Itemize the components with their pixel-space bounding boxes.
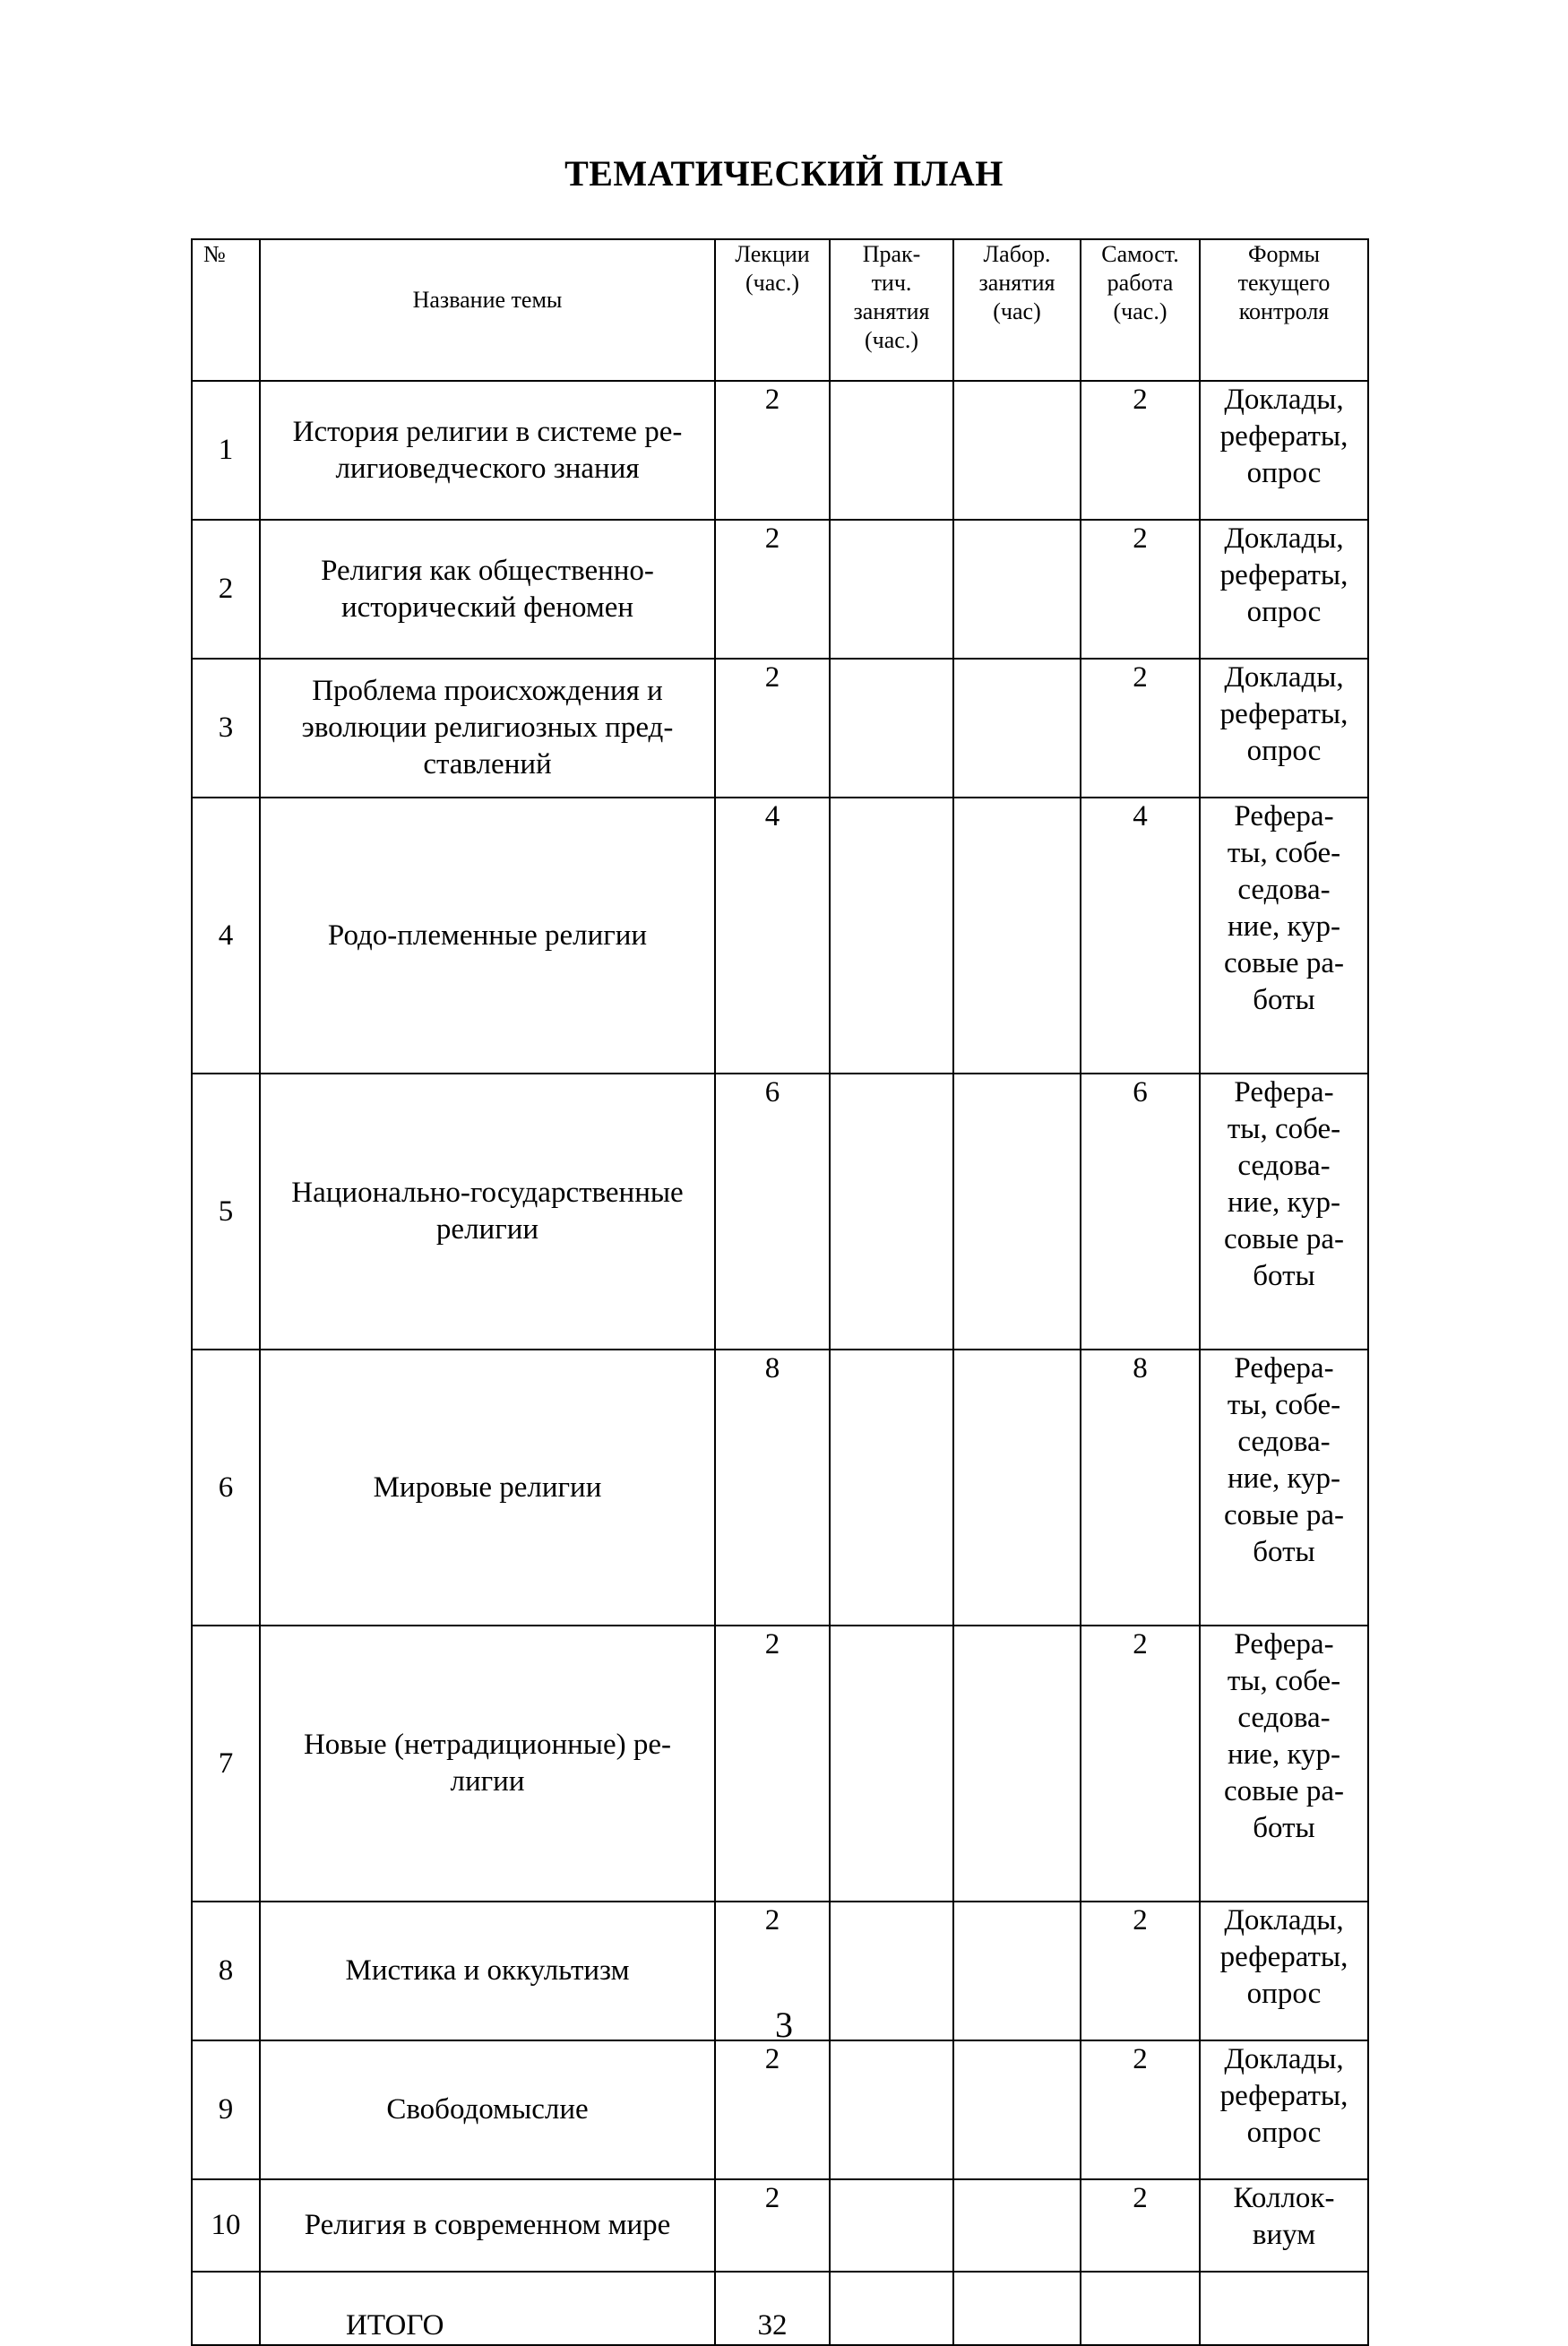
topic-cell	[260, 2179, 715, 2272]
control-cell	[1200, 1626, 1368, 1902]
topic-cell	[260, 1626, 715, 1902]
practical-cell	[830, 2179, 953, 2272]
table-row	[192, 798, 1368, 1074]
header-line: №	[203, 241, 226, 267]
table-row	[192, 1350, 1368, 1626]
lectures-cell: 2	[715, 381, 830, 520]
header-line: работа	[1107, 270, 1174, 296]
row-number: 8	[192, 1902, 260, 2040]
total-label-cell: ИТОГО	[260, 2272, 715, 2345]
control-line: Рефера-	[1234, 1076, 1334, 1108]
lectures-cell: 4	[715, 798, 830, 1074]
topic-line: История религии в системе ре-	[292, 415, 683, 448]
control-line: Доклады,	[1224, 384, 1344, 416]
lab-cell	[953, 381, 1081, 520]
self-study-cell: 4	[1081, 798, 1200, 1074]
control-line: ты, собе-	[1227, 1113, 1341, 1145]
practical-cell	[830, 1350, 953, 1626]
row-number: 5	[192, 1074, 260, 1350]
row-number: 2	[192, 520, 260, 659]
topic-line: Свободомыслие	[386, 2093, 589, 2126]
control-line: Рефера-	[1234, 1352, 1334, 1384]
total-empty-cell	[1200, 2272, 1368, 2345]
row-number: 10	[192, 2179, 260, 2272]
topic-line: Проблема происхождения и	[312, 675, 663, 707]
total-empty-cell	[830, 2272, 953, 2345]
row-number: 1	[192, 381, 260, 520]
table-row	[192, 1626, 1368, 1902]
topic-line: лигии	[450, 1765, 525, 1798]
table-row	[192, 2040, 1368, 2179]
control-line: Доклады,	[1224, 661, 1344, 694]
topic-line: Религия как общественно-	[321, 554, 654, 587]
topic-line: ставлений	[423, 748, 552, 781]
control-cell	[1200, 381, 1368, 520]
table-row	[192, 2179, 1368, 2272]
lectures-cell: 2	[715, 2179, 830, 2272]
control-line: седова-	[1237, 1150, 1331, 1182]
header-line: Прак-	[862, 241, 921, 267]
topic-cell	[260, 659, 715, 798]
control-line: ние, кур-	[1227, 1462, 1341, 1495]
total-empty-cell	[1081, 2272, 1200, 2345]
self-study-cell: 6	[1081, 1074, 1200, 1350]
table-row	[192, 381, 1368, 520]
topic-cell	[260, 1350, 715, 1626]
header-self-study	[1081, 239, 1200, 381]
control-line: опрос	[1246, 735, 1322, 767]
header-line: (час.)	[1113, 298, 1167, 324]
header-line: Лабор.	[983, 241, 1051, 267]
control-line: совые ра-	[1224, 1223, 1344, 1255]
lab-cell	[953, 2179, 1081, 2272]
control-line: ты, собе-	[1227, 837, 1341, 869]
control-line: ты, собе-	[1227, 1665, 1341, 1697]
control-cell	[1200, 659, 1368, 798]
topic-cell	[260, 798, 715, 1074]
lectures-cell: 2	[715, 659, 830, 798]
lab-cell	[953, 520, 1081, 659]
control-line: седова-	[1237, 874, 1331, 906]
header-number	[192, 239, 260, 381]
topic-line: Новые (нетрадиционные) ре-	[303, 1729, 672, 1761]
control-line: Коллок-	[1233, 2182, 1335, 2214]
table-row	[192, 659, 1368, 798]
control-line: ние, кур-	[1227, 1738, 1341, 1771]
control-line: Доклады,	[1224, 1904, 1344, 1936]
header-line: занятия	[853, 298, 930, 324]
control-line: опрос	[1246, 1978, 1322, 2010]
control-line: Доклады,	[1224, 2043, 1344, 2075]
total-row	[192, 2272, 1368, 2345]
row-number: 6	[192, 1350, 260, 1626]
lab-cell	[953, 1350, 1081, 1626]
table-row	[192, 1074, 1368, 1350]
header-line: Самост.	[1101, 241, 1179, 267]
control-line: рефераты,	[1219, 559, 1348, 591]
control-line: седова-	[1237, 1702, 1331, 1734]
control-line: боты	[1253, 1536, 1315, 1568]
self-study-cell: 2	[1081, 2040, 1200, 2179]
control-line: Доклады,	[1224, 522, 1344, 555]
header-topic	[260, 239, 715, 381]
header-line: (час.)	[865, 327, 918, 353]
topic-line: Национально-государственные	[291, 1177, 684, 1209]
control-cell	[1200, 1350, 1368, 1626]
header-line: тич.	[871, 270, 912, 296]
practical-cell	[830, 659, 953, 798]
control-line: Рефера-	[1234, 1628, 1334, 1660]
control-line: ние, кур-	[1227, 910, 1341, 943]
control-line: Рефера-	[1234, 800, 1334, 832]
header-practical	[830, 239, 953, 381]
practical-cell	[830, 520, 953, 659]
row-number: 4	[192, 798, 260, 1074]
lectures-cell: 2	[715, 1902, 830, 2040]
topic-cell	[260, 2040, 715, 2179]
header-line: Название темы	[412, 287, 563, 313]
topic-cell	[260, 1074, 715, 1350]
control-line: опрос	[1246, 457, 1322, 489]
header-line: (час.)	[745, 270, 799, 296]
row-number: 3	[192, 659, 260, 798]
control-cell	[1200, 1074, 1368, 1350]
control-line: рефераты,	[1219, 698, 1348, 730]
topic-line: религии	[435, 1213, 539, 1246]
lab-cell	[953, 2040, 1081, 2179]
total-empty-cell	[953, 2272, 1081, 2345]
total-lectures-cell: 32	[715, 2272, 830, 2345]
control-line: рефераты,	[1219, 2080, 1348, 2112]
control-line: опрос	[1246, 596, 1322, 628]
topic-cell	[260, 520, 715, 659]
practical-cell	[830, 381, 953, 520]
control-cell	[1200, 2179, 1368, 2272]
practical-cell	[830, 2040, 953, 2179]
topic-cell	[260, 381, 715, 520]
control-line: опрос	[1246, 2117, 1322, 2149]
self-study-cell: 2	[1081, 1902, 1200, 2040]
practical-cell	[830, 798, 953, 1074]
header-line: Лекции	[735, 241, 810, 267]
row-number: 9	[192, 2040, 260, 2179]
control-line: рефераты,	[1219, 420, 1348, 453]
total-empty-cell	[192, 2272, 260, 2345]
practical-cell	[830, 1626, 953, 1902]
control-line: виум	[1252, 2219, 1316, 2251]
control-cell	[1200, 520, 1368, 659]
control-line: ние, кур-	[1227, 1186, 1341, 1219]
lab-cell	[953, 1074, 1081, 1350]
header-line: (час)	[993, 298, 1041, 324]
header-line: контроля	[1238, 298, 1330, 324]
topic-line: Религия в современном мире	[304, 2209, 671, 2241]
topic-line: лигиоведческого знания	[335, 452, 640, 485]
table-header-row	[192, 239, 1368, 381]
lab-cell	[953, 1626, 1081, 1902]
row-number: 7	[192, 1626, 260, 1902]
practical-cell	[830, 1074, 953, 1350]
self-study-cell: 8	[1081, 1350, 1200, 1626]
control-line: рефераты,	[1219, 1941, 1348, 1973]
self-study-cell: 2	[1081, 659, 1200, 798]
control-line: совые ра-	[1224, 1775, 1344, 1807]
control-line: боты	[1253, 1812, 1315, 1844]
header-control-forms	[1200, 239, 1368, 381]
self-study-cell: 2	[1081, 381, 1200, 520]
lectures-cell: 2	[715, 2040, 830, 2179]
header-line: Формы	[1247, 241, 1321, 267]
page-number: 3	[775, 2005, 793, 2045]
control-cell	[1200, 798, 1368, 1074]
control-line: совые ра-	[1224, 1499, 1344, 1531]
header-line: текущего	[1237, 270, 1331, 296]
topic-line: эволюции религиозных пред-	[301, 712, 674, 744]
page-title: ТЕМАТИЧЕСКИЙ ПЛАН	[564, 153, 1004, 194]
topic-line: Мировые религии	[373, 1471, 602, 1504]
self-study-cell: 2	[1081, 2179, 1200, 2272]
self-study-cell: 2	[1081, 520, 1200, 659]
lectures-cell: 2	[715, 520, 830, 659]
header-line: занятия	[978, 270, 1055, 296]
topic-line: исторический феномен	[340, 591, 634, 624]
lectures-cell: 6	[715, 1074, 830, 1350]
control-line: совые ра-	[1224, 947, 1344, 979]
topic-line: Мистика и оккультизм	[345, 1954, 630, 1987]
lab-cell	[953, 798, 1081, 1074]
control-line: боты	[1253, 984, 1315, 1016]
header-lectures	[715, 239, 830, 381]
topic-line: Родо-племенные религии	[327, 919, 648, 952]
control-line: боты	[1253, 1260, 1315, 1292]
table-body	[192, 381, 1368, 2345]
table-row	[192, 520, 1368, 659]
control-line: ты, собе-	[1227, 1389, 1341, 1421]
self-study-cell: 2	[1081, 1626, 1200, 1902]
control-cell	[1200, 2040, 1368, 2179]
header-lab	[953, 239, 1081, 381]
control-line: седова-	[1237, 1426, 1331, 1458]
lectures-cell: 8	[715, 1350, 830, 1626]
lab-cell	[953, 659, 1081, 798]
lectures-cell: 2	[715, 1626, 830, 1902]
